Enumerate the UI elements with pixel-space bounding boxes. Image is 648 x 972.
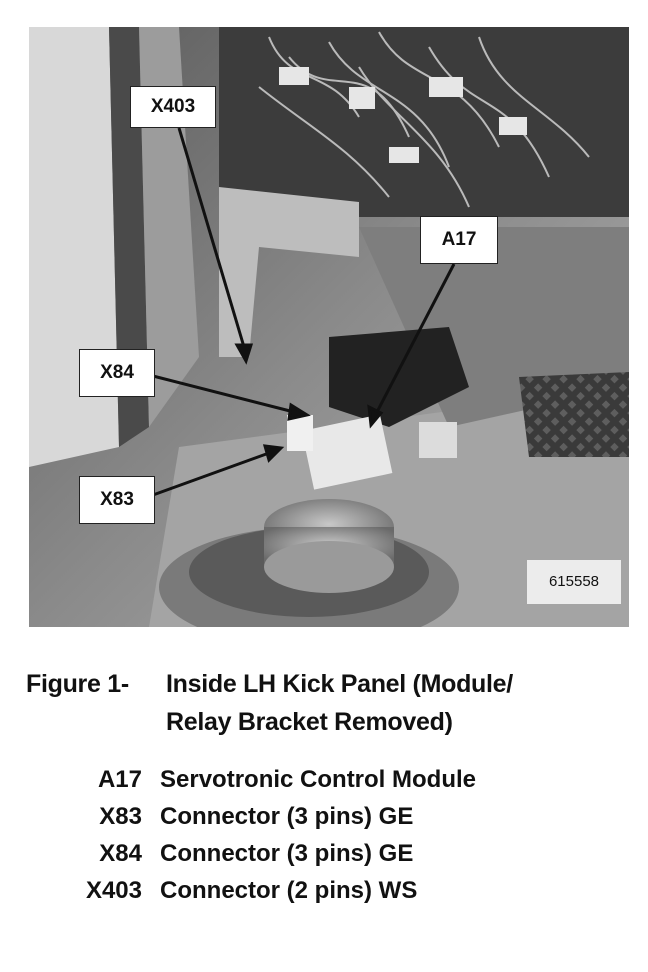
image-id-text: 615558 xyxy=(548,573,600,590)
legend-desc: Servotronic Control Module xyxy=(160,766,477,793)
legend-code: A17 xyxy=(97,766,142,793)
legend-desc: Connector (2 pins) WS xyxy=(160,877,418,904)
callout-x403-label: X403 xyxy=(150,96,196,117)
legend-row xyxy=(60,840,620,877)
kick-panel-photo-graphic xyxy=(29,27,629,627)
legend-code: X83 xyxy=(99,803,142,830)
component-legend xyxy=(60,766,620,914)
callout-x84 xyxy=(79,349,155,397)
figure-title-line1: Inside LH Kick Panel (Module/ xyxy=(166,670,513,698)
callout-x83-label: X83 xyxy=(100,489,134,510)
legend-code: X403 xyxy=(85,877,142,904)
legend-code: X84 xyxy=(99,840,142,867)
image-id-label xyxy=(527,560,621,604)
figure-label: Figure 1- xyxy=(26,670,129,698)
legend-desc: Connector (3 pins) GE xyxy=(160,840,414,867)
legend-desc: Connector (3 pins) GE xyxy=(160,803,414,830)
figure-title-line2: Relay Bracket Removed) xyxy=(166,708,453,736)
legend-row xyxy=(60,766,620,803)
callout-x84-label: X84 xyxy=(100,362,134,383)
legend-row xyxy=(60,877,620,914)
callout-x83 xyxy=(79,476,155,524)
callout-a17-label: A17 xyxy=(441,229,477,250)
callout-x403 xyxy=(130,86,216,128)
callout-a17 xyxy=(420,216,498,264)
kick-panel-photo xyxy=(29,27,629,627)
legend-row xyxy=(60,803,620,840)
